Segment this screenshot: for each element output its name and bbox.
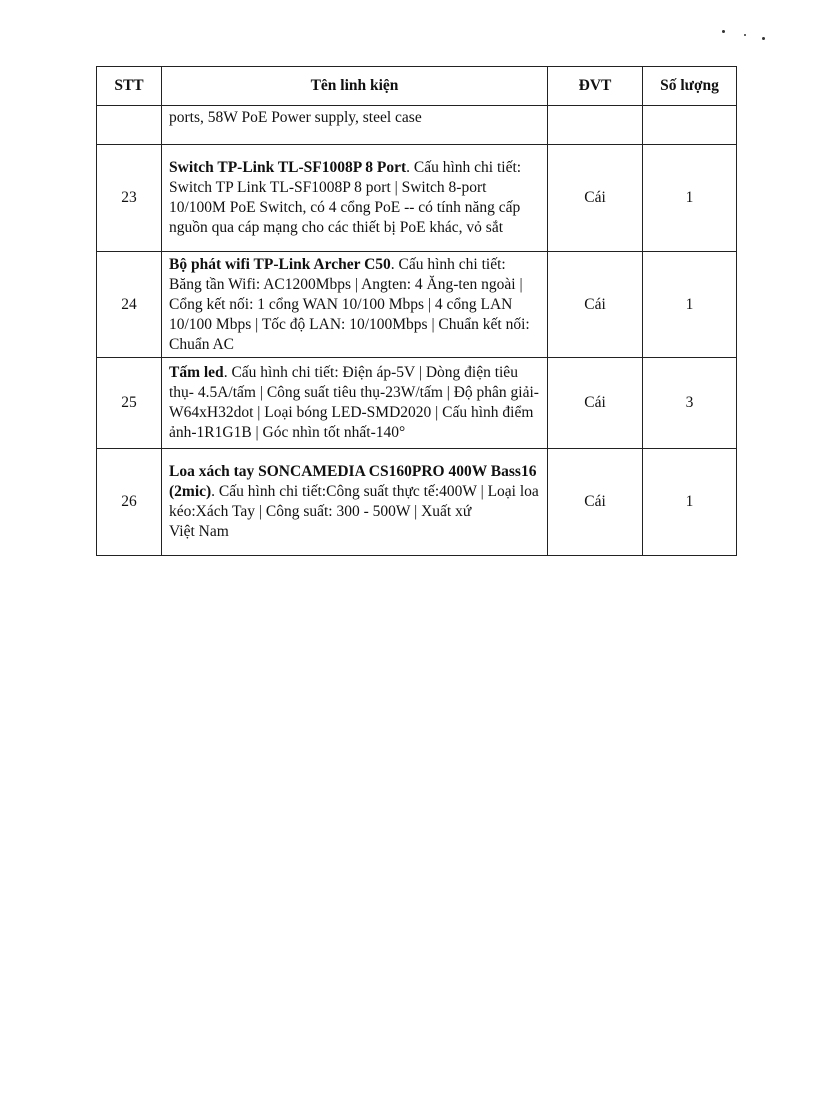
scan-speck: [762, 37, 765, 40]
cell-qty: 1: [643, 145, 737, 252]
cell-unit: Cái: [548, 449, 643, 556]
item-origin: Việt Nam: [169, 523, 229, 540]
item-name: Loa xách tay SONCAMEDIA CS160PRO 400W Bass16 (2mic): [169, 463, 537, 500]
item-name: Tấm led: [169, 364, 224, 381]
cell-unit: Cái: [548, 252, 643, 358]
cell-qty: 1: [643, 449, 737, 556]
cell-stt: 23: [97, 145, 162, 252]
item-description: . Cấu hình chi tiết: Băng tần Wifi: AC1200Mbps | Angten: 4 Ăng-ten ngoài | Cổng kết nối: 1 cổng WAN 10/100 Mbps | 4 cổng LAN 10/100 Mbps | Tốc độ LAN: 10/100Mbps | Chuẩn kết nối: Chuẩn AC: [169, 255, 530, 353]
table-row: [97, 145, 737, 252]
cell-qty: [643, 106, 737, 145]
cell-name: [162, 358, 548, 449]
cell-qty: 1: [643, 252, 737, 358]
table-header-row: [97, 67, 737, 106]
item-description: . Cấu hình chi tiết: Điện áp-5V | Dòng điện tiêu thụ- 4.5A/tấm | Công suất tiêu thụ-23W/tấm | Độ phân giải-W64xH32dot | Loại bóng LED-SMD2020 | Cấu hình điểm ảnh-1R1G1B | Góc nhìn tốt nhất-140°: [169, 364, 539, 441]
cell-unit: Cái: [548, 358, 643, 449]
item-description: . Cấu hình chi tiết:Công suất thực tế:400W | Loại loa kéo:Xách Tay | Công suất: 300 - 500W | Xuất xứ: [169, 483, 539, 520]
scan-specks: [718, 26, 778, 46]
header-name: Tên linh kiện: [162, 67, 548, 106]
table-row: [97, 449, 737, 556]
header-qty: Số lượng: [643, 67, 737, 106]
cell-stt: 25: [97, 358, 162, 449]
scan-speck: [722, 30, 725, 33]
header-stt: STT: [97, 67, 162, 106]
cell-qty: 3: [643, 358, 737, 449]
cell-stt: [97, 106, 162, 145]
item-name: Bộ phát wifi TP-Link Archer C50: [169, 255, 391, 273]
cell-unit: Cái: [548, 145, 643, 252]
equipment-table: [96, 66, 737, 556]
cell-stt: 26: [97, 449, 162, 556]
cell-name: [162, 252, 548, 358]
scan-speck: [744, 34, 746, 36]
table-row: [97, 358, 737, 449]
cell-stt: 24: [97, 252, 162, 358]
cell-unit: [548, 106, 643, 145]
item-description: . Cấu hình chi tiết: Switch TP Link TL-SF1008P 8 port | Switch 8-port 10/100M PoE Switch, có 4 cổng PoE -- có tính năng cấp nguồn qua cáp mạng cho các thiết bị PoE khác, vỏ sắt: [169, 159, 522, 236]
header-unit: ĐVT: [548, 67, 643, 106]
cell-name: ports, 58W PoE Power supply, steel case: [162, 106, 548, 145]
cell-name: [162, 449, 548, 556]
table-row-continuation: [97, 106, 737, 145]
item-name: Switch TP-Link TL-SF1008P 8 Port: [169, 159, 407, 176]
cell-name: [162, 145, 548, 252]
table-row: [97, 252, 737, 358]
